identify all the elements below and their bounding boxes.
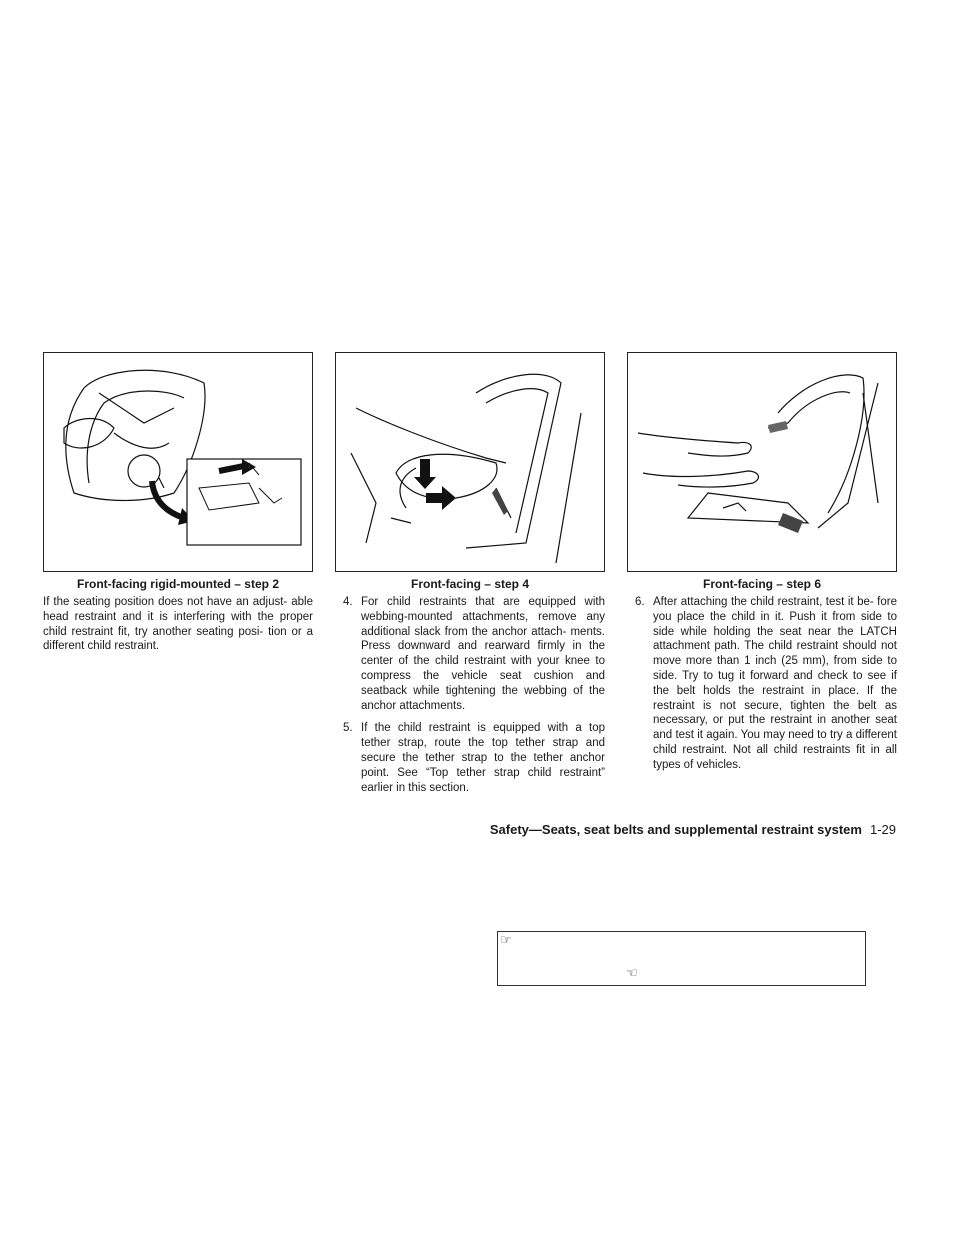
figure-front-facing-step-4 <box>335 352 605 572</box>
step-list <box>627 595 897 773</box>
figure-rigid-mounted-step-2 <box>43 352 313 572</box>
page-footer <box>490 822 896 837</box>
list-item: 6. After attaching the child restraint, test it be- fore you place the child in it. Push it from side to side while holding the seat near the LATCH attachment path. The child restraint should not move more than 1 inch (25 mm), from side to side. Try to tug it forward and check to see if the belt holds the restraint in place. If the restraint is not secure, tighten the belt as necessary, or put the restraint in another seat and test it again. You may need to try a different child restraint. Not all child restraints fit in all types of vehicles. <box>635 596 897 771</box>
figure-caption: Front-facing rigid-mounted – step 2 <box>76 577 279 591</box>
section-title: Safety—Seats, seat belts and supplemental restraint system <box>489 822 862 837</box>
step-list <box>335 595 605 795</box>
note-box <box>497 931 866 986</box>
column-2 <box>335 352 605 803</box>
figure-front-facing-step-6 <box>627 352 897 572</box>
paragraph: If the seating position does not have an adjust- able head restraint and it is interfering with the proper child restraint fit, try another seating posi- tion or a different child restraint. <box>43 596 313 653</box>
child-seat-illustration <box>628 353 896 571</box>
child-seat-illustration <box>336 353 604 571</box>
list-item: 5. If the child restraint is equipped with a top tether strap, route the top tether strap and secure the tether strap to the tether anchor point. See “Top tether strap child restraint” earlier in this section. <box>343 722 605 794</box>
pointing-hand-icon: ☞ <box>500 932 512 947</box>
column-1 <box>43 352 313 654</box>
page-number: 1-29 <box>869 822 896 837</box>
column-3 <box>627 352 897 781</box>
list-item: 4. For child restraints that are equipped with webbing-mounted attachments, remove any additional slack from the anchor attach- ments. Press downward and rearward firmly in the center of the child restraint with your knee to compress the vehicle seat cushion and seatback while tightening the webbing of the anchor attachments. <box>343 596 605 712</box>
child-seat-illustration <box>44 353 312 571</box>
figure-caption: Front-facing – step 4 <box>410 577 529 591</box>
pointing-hand-icon: ☜ <box>626 965 638 980</box>
figure-caption: Front-facing – step 6 <box>702 577 821 591</box>
